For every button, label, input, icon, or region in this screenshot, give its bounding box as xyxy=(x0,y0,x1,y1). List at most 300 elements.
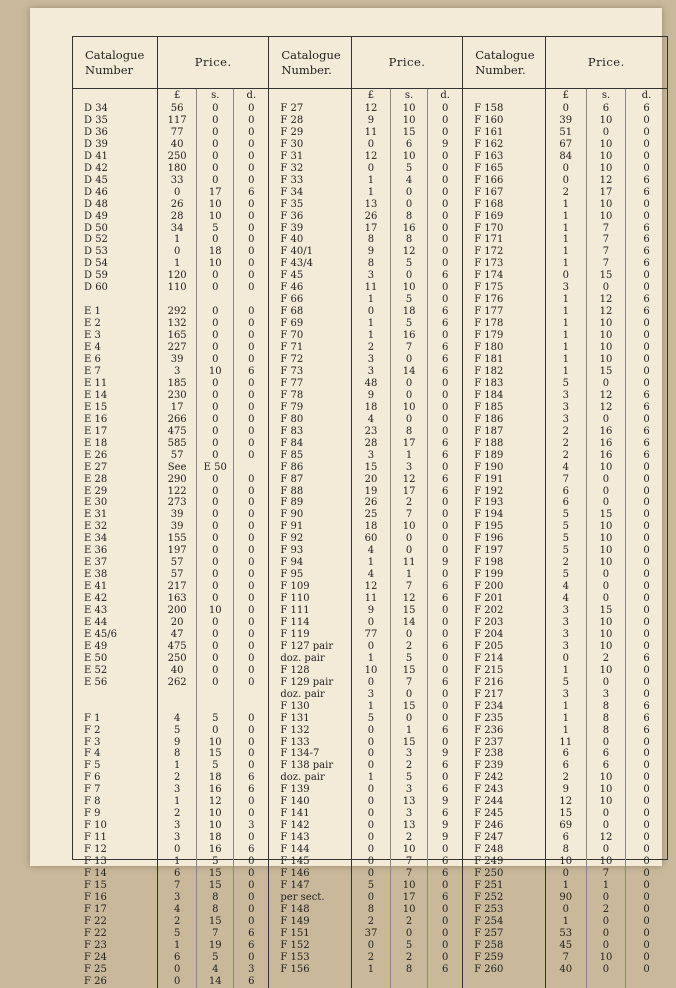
price-pounds: 25 xyxy=(351,509,390,521)
price-pence: 9 xyxy=(428,139,463,151)
catalogue-number: F 40 xyxy=(269,234,351,246)
price-pence: 0 xyxy=(234,737,269,749)
price-shillings: 17 xyxy=(586,187,625,199)
table-row xyxy=(73,402,667,414)
price-pounds: 1 xyxy=(158,234,197,246)
price-pounds: 12 xyxy=(351,581,390,593)
price-pence: 6 xyxy=(428,892,463,904)
price-pence xyxy=(234,701,269,713)
price-pounds: 9 xyxy=(158,737,197,749)
price-pence: 0 xyxy=(428,223,463,235)
catalogue-number: F 158 xyxy=(463,103,545,115)
price-pounds: 0 xyxy=(351,856,390,868)
catalogue-number: F 247 xyxy=(463,832,545,844)
price-pounds: 57 xyxy=(158,450,197,462)
price-shillings: E 50 xyxy=(197,462,234,474)
price-shillings: 14 xyxy=(391,617,428,629)
catalogue-number: E 41 xyxy=(73,581,158,593)
price-shillings: 7 xyxy=(391,581,428,593)
catalogue-number: F 184 xyxy=(463,390,545,402)
price-shillings: 0 xyxy=(197,163,234,175)
price-shillings: 0 xyxy=(391,689,428,701)
price-pence: 0 xyxy=(428,175,463,187)
price-pounds: 7 xyxy=(158,880,197,892)
price-pounds: 40 xyxy=(545,964,586,976)
price-pence: 0 xyxy=(428,246,463,258)
table-row xyxy=(73,689,667,701)
table-row xyxy=(73,665,667,677)
catalogue-number: D 50 xyxy=(73,223,158,235)
price-pounds: 1 xyxy=(158,760,197,772)
price-pounds: 3 xyxy=(351,354,390,366)
price-pence: 0 xyxy=(234,916,269,928)
price-shillings: 5 xyxy=(391,258,428,270)
price-pounds: 3 xyxy=(351,366,390,378)
price-shillings: 7 xyxy=(391,342,428,354)
price-pence: 0 xyxy=(643,270,650,282)
price-header-3: Price. xyxy=(545,37,667,89)
price-pence: 0 xyxy=(234,832,269,844)
table-row xyxy=(73,952,667,964)
price-pence: 0 xyxy=(234,390,269,402)
price-shillings: 0 xyxy=(586,808,625,820)
catalogue-number: D 36 xyxy=(73,127,158,139)
catalogue-number: E 26 xyxy=(73,450,158,462)
price-pounds: 3 xyxy=(545,629,586,641)
catalogue-number: F 87 xyxy=(269,474,351,486)
price-pounds: 4 xyxy=(351,569,390,581)
price-pence: 0 xyxy=(428,629,463,641)
price-pence: 0 xyxy=(428,151,463,163)
price-pence: 6 xyxy=(643,222,650,234)
price-shillings: 0 xyxy=(197,414,234,426)
catalogue-number: F 243 xyxy=(463,784,545,796)
table-row xyxy=(73,115,667,127)
catalogue-number: F 119 xyxy=(269,629,351,641)
table-row xyxy=(73,964,667,976)
price-shillings: 15 xyxy=(586,366,625,378)
catalogue-number: F 251 xyxy=(463,880,545,892)
price-shillings: 10 xyxy=(391,521,428,533)
price-pence: 0 xyxy=(234,234,269,246)
price-pounds: 67 xyxy=(545,139,586,151)
catalogue-number: F 5 xyxy=(73,760,158,772)
price-pounds: 37 xyxy=(351,928,390,940)
price-pence: 0 xyxy=(428,617,463,629)
price-pence: 0 xyxy=(428,521,463,533)
price-pence: 0 xyxy=(643,676,650,688)
price-pence: 0 xyxy=(643,473,650,485)
price-shillings: 10 xyxy=(391,402,428,414)
table-row xyxy=(73,569,667,581)
price-pounds: 0 xyxy=(351,808,390,820)
price-shillings: 0 xyxy=(586,127,625,139)
price-pounds: 4 xyxy=(545,462,586,474)
price-pounds: 266 xyxy=(158,414,197,426)
price-shillings: 10 xyxy=(197,605,234,617)
catalogue-number: D 35 xyxy=(73,115,158,127)
price-pounds xyxy=(158,701,197,713)
price-shillings: 12 xyxy=(197,796,234,808)
catalogue-number: F 246 xyxy=(463,820,545,832)
price-shillings: 5 xyxy=(391,318,428,330)
price-pounds: 28 xyxy=(351,438,390,450)
price-pounds: 0 xyxy=(545,904,586,916)
price-pence: 0 xyxy=(428,545,463,557)
price-shillings: 8 xyxy=(391,964,428,976)
catalogue-number: F 92 xyxy=(269,533,351,545)
price-pounds: 51 xyxy=(545,127,586,139)
price-pounds: 1 xyxy=(545,366,586,378)
catalogue-number: F 252 xyxy=(463,892,545,904)
catalogue-number: F 249 xyxy=(463,856,545,868)
price-pence: 0 xyxy=(643,796,650,808)
price-pence: 0 xyxy=(643,461,650,473)
catalogue-number: E 34 xyxy=(73,533,158,545)
price-shillings: 0 xyxy=(197,306,234,318)
catalogue-number: doz. pair xyxy=(269,689,351,701)
price-pence: 9 xyxy=(428,796,463,808)
price-shillings: 15 xyxy=(391,701,428,713)
price-pounds: 0 xyxy=(351,617,390,629)
catalogue-number: F 40/1 xyxy=(269,246,351,258)
price-pounds: 4 xyxy=(545,581,586,593)
catalogue-number: F 192 xyxy=(463,486,545,498)
table-row xyxy=(73,234,667,246)
price-pounds xyxy=(158,294,197,306)
price-pence: 0 xyxy=(234,378,269,390)
price-shillings: 0 xyxy=(197,270,234,282)
price-pence: 0 xyxy=(643,210,650,222)
price-pounds: 12 xyxy=(351,151,390,163)
price-pounds: 8 xyxy=(158,748,197,760)
price-pounds: 60 xyxy=(351,533,390,545)
price-pence: 0 xyxy=(428,701,463,713)
price-pounds: 11 xyxy=(351,127,390,139)
price-shillings: 0 xyxy=(197,139,234,151)
price-pence: 6 xyxy=(428,450,463,462)
price-pence: 0 xyxy=(428,880,463,892)
price-pence: 0 xyxy=(428,103,463,115)
price-pounds: 56 xyxy=(158,103,197,115)
table-row xyxy=(73,808,667,820)
price-pounds: 1 xyxy=(545,306,586,318)
price-pence: 0 xyxy=(428,497,463,509)
price-shillings: 5 xyxy=(391,940,428,952)
price-shillings: 8 xyxy=(391,211,428,223)
price-pence: 6 xyxy=(428,760,463,772)
table-row xyxy=(73,486,667,498)
table-row xyxy=(73,246,667,258)
price-shillings: 4 xyxy=(391,175,428,187)
price-pence: 0 xyxy=(643,114,650,126)
price-shillings: 16 xyxy=(197,784,234,796)
price-shillings: 0 xyxy=(586,581,625,593)
price-pence: 0 xyxy=(643,509,650,521)
table-row xyxy=(73,187,667,199)
price-pounds: 0 xyxy=(351,868,390,880)
price-shillings: 0 xyxy=(586,282,625,294)
price-pounds: 0 xyxy=(351,796,390,808)
catalogue-number: F 188 xyxy=(463,438,545,450)
catalogue-number: F 23 xyxy=(73,940,158,952)
catalogue-number: E 37 xyxy=(73,557,158,569)
price-shillings: 17 xyxy=(391,486,428,498)
price-pence: 0 xyxy=(234,581,269,593)
price-pence: 0 xyxy=(428,211,463,223)
catalogue-number: F 133 xyxy=(269,737,351,749)
catalogue-number: F 172 xyxy=(463,246,545,258)
price-shillings: 10 xyxy=(586,211,625,223)
catalogue-number: doz. pair xyxy=(269,653,351,665)
table-row xyxy=(73,521,667,533)
catalogue-number: F 66 xyxy=(269,294,351,306)
price-pence: 6 xyxy=(428,593,463,605)
price-pence: 0 xyxy=(234,677,269,689)
price-shillings: 5 xyxy=(391,163,428,175)
price-shillings: 0 xyxy=(586,677,625,689)
price-shillings: 15 xyxy=(391,127,428,139)
price-shillings: 12 xyxy=(586,306,625,318)
catalogue-number: F 13 xyxy=(73,856,158,868)
price-pence: 0 xyxy=(643,377,650,389)
price-pounds: 2 xyxy=(545,450,586,462)
price-shillings: 5 xyxy=(197,223,234,235)
table-row xyxy=(73,701,667,713)
price-pounds xyxy=(545,976,586,988)
catalogue-number: E 32 xyxy=(73,521,158,533)
price-pence: 0 xyxy=(234,115,269,127)
price-pounds: 0 xyxy=(351,820,390,832)
catalogue-number-header-1: Catalogue Number xyxy=(73,37,158,89)
price-pence: 0 xyxy=(234,474,269,486)
table-row xyxy=(73,103,667,115)
catalogue-number: F 36 xyxy=(269,211,351,223)
catalogue-number: F 215 xyxy=(463,665,545,677)
price-shillings: 0 xyxy=(197,725,234,737)
catalogue-number: F 109 xyxy=(269,581,351,593)
price-shillings: 0 xyxy=(586,940,625,952)
price-pence: 0 xyxy=(234,748,269,760)
price-list-frame xyxy=(72,36,668,987)
price-pence: 0 xyxy=(428,115,463,127)
price-shillings: 0 xyxy=(391,378,428,390)
catalogue-number: E 4 xyxy=(73,342,158,354)
price-pounds: 1 xyxy=(545,258,586,270)
price-shillings: 0 xyxy=(197,509,234,521)
catalogue-number: F 201 xyxy=(463,593,545,605)
price-shillings: 7 xyxy=(391,856,428,868)
table-row xyxy=(73,940,667,952)
price-shillings: 8 xyxy=(586,725,625,737)
price-pence: 6 xyxy=(643,724,650,736)
price-pence: 3 xyxy=(234,820,269,832)
price-pounds: 8 xyxy=(351,258,390,270)
price-pounds: 5 xyxy=(545,677,586,689)
price-pounds: 6 xyxy=(158,868,197,880)
catalogue-number: F 31 xyxy=(269,151,351,163)
catalogue-number: E 29 xyxy=(73,486,158,498)
price-pounds: 34 xyxy=(158,223,197,235)
price-shillings: 7 xyxy=(586,258,625,270)
price-pence: 0 xyxy=(643,521,650,533)
price-shillings: 7 xyxy=(391,868,428,880)
price-pence: 0 xyxy=(234,856,269,868)
price-pence: 0 xyxy=(643,664,650,676)
price-pounds: 90 xyxy=(545,892,586,904)
price-shillings xyxy=(197,294,234,306)
table-row xyxy=(73,629,667,641)
price-pounds: 1 xyxy=(545,234,586,246)
price-pounds: 180 xyxy=(158,163,197,175)
catalogue-number: F 10 xyxy=(73,820,158,832)
table-row xyxy=(73,270,667,282)
price-pounds: 155 xyxy=(158,533,197,545)
catalogue-number: E 50 xyxy=(73,653,158,665)
price-pence: 0 xyxy=(643,162,650,174)
price-shillings: 8 xyxy=(197,892,234,904)
price-shillings: 1 xyxy=(586,880,625,892)
price-pence: 0 xyxy=(428,904,463,916)
price-shillings: 7 xyxy=(391,509,428,521)
price-pence: 6 xyxy=(428,677,463,689)
catalogue-number: F 85 xyxy=(269,450,351,462)
price-pence: 9 xyxy=(428,557,463,569)
price-pence: 0 xyxy=(643,533,650,545)
table-row xyxy=(73,832,667,844)
price-pence: 0 xyxy=(428,294,463,306)
price-shillings: 15 xyxy=(586,270,625,282)
catalogue-number: F 194 xyxy=(463,509,545,521)
price-pence: 0 xyxy=(643,784,650,796)
price-pence: 0 xyxy=(234,521,269,533)
catalogue-number: F 24 xyxy=(73,952,158,964)
price-pence: 0 xyxy=(643,557,650,569)
catalogue-number: F 248 xyxy=(463,844,545,856)
catalogue-number: F 88 xyxy=(269,486,351,498)
price-pounds: 0 xyxy=(351,784,390,796)
price-pounds: 3 xyxy=(351,270,390,282)
price-pence: 6 xyxy=(234,772,269,784)
price-pence: 0 xyxy=(643,150,650,162)
catalogue-number: F 68 xyxy=(269,306,351,318)
price-pounds: 1 xyxy=(158,940,197,952)
price-pence: 0 xyxy=(234,139,269,151)
table-row xyxy=(73,605,667,617)
price-shillings: 7 xyxy=(197,928,234,940)
catalogue-number: F 39 xyxy=(269,223,351,235)
table-row xyxy=(73,199,667,211)
table-row xyxy=(73,438,667,450)
table-row xyxy=(73,916,667,928)
price-pounds: 26 xyxy=(351,497,390,509)
price-shillings: 0 xyxy=(197,234,234,246)
price-pence: 6 xyxy=(234,928,269,940)
price-pence: 0 xyxy=(234,103,269,115)
catalogue-number: F 70 xyxy=(269,330,351,342)
price-pence: 0 xyxy=(428,689,463,701)
price-pence: 6 xyxy=(643,174,650,186)
table-row xyxy=(73,844,667,856)
price-shillings: 0 xyxy=(391,928,428,940)
price-pence: 0 xyxy=(234,808,269,820)
price-pence: 0 xyxy=(428,330,463,342)
price-pence: 0 xyxy=(234,330,269,342)
catalogue-number: F 83 xyxy=(269,426,351,438)
price-pence: 0 xyxy=(643,593,650,605)
price-shillings: 10 xyxy=(586,151,625,163)
catalogue-number: E 11 xyxy=(73,378,158,390)
price-pence: 6 xyxy=(428,354,463,366)
catalogue-number: F 170 xyxy=(463,223,545,235)
price-shillings: 0 xyxy=(586,593,625,605)
price-shillings: 3 xyxy=(391,462,428,474)
price-pounds: 0 xyxy=(545,653,586,665)
price-pence: 0 xyxy=(643,879,650,891)
price-shillings: 10 xyxy=(586,952,625,964)
table-row xyxy=(73,617,667,629)
price-pence: 0 xyxy=(643,485,650,497)
price-shillings: 10 xyxy=(586,318,625,330)
catalogue-number: F 127 pair xyxy=(269,641,351,653)
price-shillings: 0 xyxy=(586,964,625,976)
price-shillings: 0 xyxy=(586,737,625,749)
price-shillings: 12 xyxy=(391,246,428,258)
price-pounds: 1 xyxy=(545,246,586,258)
price-shillings: 0 xyxy=(197,545,234,557)
price-pounds: 23 xyxy=(351,426,390,438)
catalogue-number: F 132 xyxy=(269,725,351,737)
price-pence: 0 xyxy=(234,354,269,366)
price-pounds: 1 xyxy=(351,964,390,976)
price-shillings: 2 xyxy=(586,904,625,916)
price-shillings: 0 xyxy=(197,629,234,641)
catalogue-number: F 130 xyxy=(269,701,351,713)
price-shillings: 0 xyxy=(197,677,234,689)
price-pounds: 1 xyxy=(351,330,390,342)
table-row xyxy=(73,737,667,749)
price-shillings: 10 xyxy=(586,163,625,175)
price-pounds: 1 xyxy=(545,354,586,366)
catalogue-number: F 185 xyxy=(463,402,545,414)
price-shillings: 15 xyxy=(197,868,234,880)
catalogue-number: F 260 xyxy=(463,964,545,976)
price-shillings: 0 xyxy=(197,342,234,354)
catalogue-number: F 15 xyxy=(73,880,158,892)
price-pence: 0 xyxy=(234,593,269,605)
table-row xyxy=(73,856,667,868)
price-pounds: 3 xyxy=(158,784,197,796)
price-pence: 0 xyxy=(428,258,463,270)
price-pence: 0 xyxy=(643,581,650,593)
price-shillings: 2 xyxy=(391,832,428,844)
price-pounds: 0 xyxy=(351,641,390,653)
price-shillings: 0 xyxy=(197,521,234,533)
price-pence: 6 xyxy=(643,652,650,664)
table-row xyxy=(73,414,667,426)
price-pence: 0 xyxy=(428,844,463,856)
price-pounds: 57 xyxy=(158,569,197,581)
price-shillings: 0 xyxy=(197,665,234,677)
price-pounds: 1 xyxy=(545,701,586,713)
price-pounds: 0 xyxy=(545,163,586,175)
catalogue-number: F 93 xyxy=(269,545,351,557)
price-pounds: 6 xyxy=(545,832,586,844)
catalogue-number: per sect. xyxy=(269,892,351,904)
price-shillings: 10 xyxy=(586,115,625,127)
catalogue-number: F 203 xyxy=(463,617,545,629)
table-row xyxy=(73,211,667,223)
